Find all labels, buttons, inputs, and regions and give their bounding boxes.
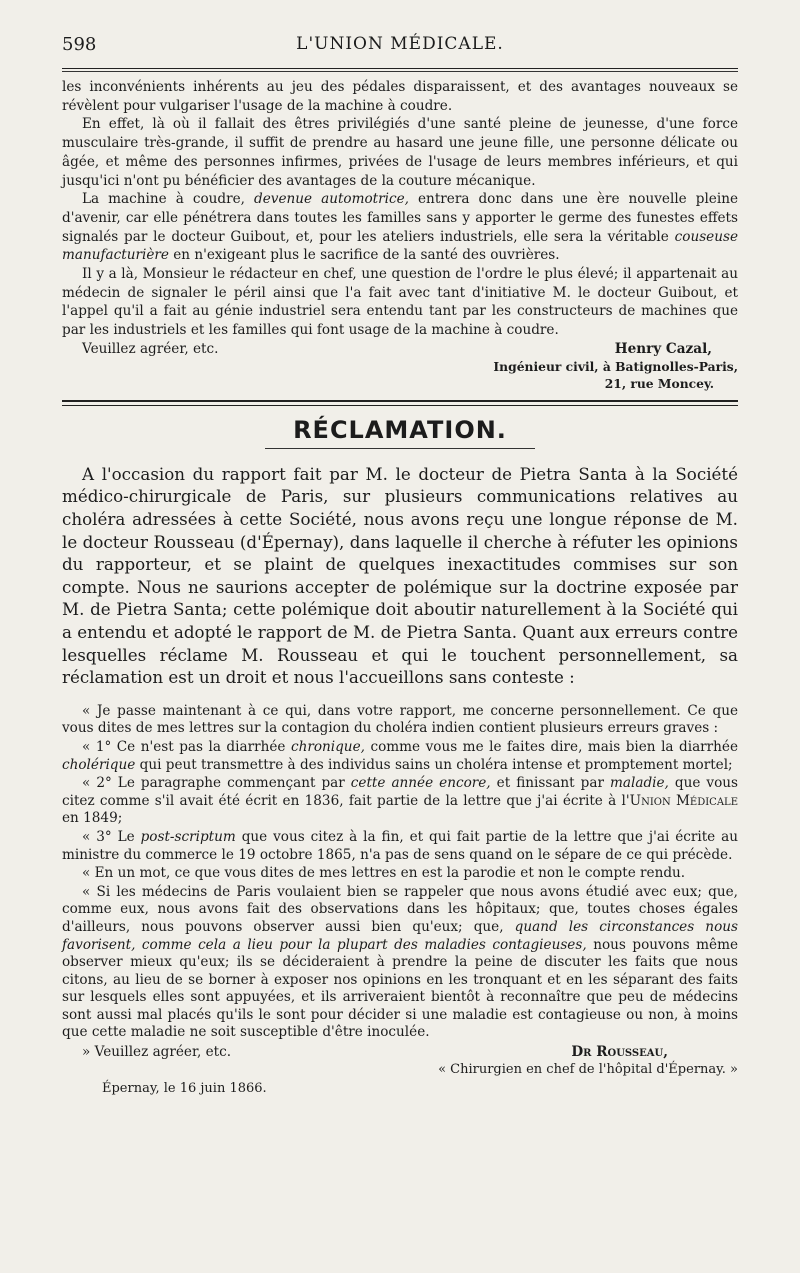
letter-paragraph — [62, 190, 738, 265]
italic-span: cette année encore, — [350, 775, 491, 792]
text-span: et finissant par — [496, 775, 604, 792]
closing-formula: Veuillez agréer, etc. — [82, 340, 219, 357]
letter-paragraph: Il y a là, Monsieur le rédacteur en chef, une question de l'ordre le plus élevé; il appartenait au médecin de signaler le péril ainsi que l'a fait avec tant d'initiative M. le docteur Guibout, et l'appel qu'il a fait au génie industriel sera entendu tant par les constructeurs de machines que par les industriels et les familles qui font usage de la machine à coudre. — [62, 266, 738, 339]
quote-paragraph — [62, 739, 738, 774]
text-span: « 2° Le paragraphe commençant par — [82, 775, 345, 792]
smallcaps-span: Union Médicale — [629, 792, 738, 809]
italic-span: devenue automotrice, — [254, 191, 409, 208]
text-span: que vous citez comme s'il avait été écrit en 1836, fait partie de la lettre que j'ai écrite à l' — [62, 775, 739, 809]
italic-span: quand les circonstances nous favorisent, comme cela a lieu pour la plupart des maladies contagieuses, — [62, 918, 738, 953]
section-divider — [62, 400, 738, 406]
letter-paragraph: les inconvénients inhérents au jeu des pédales disparaissent, et des avantages nouveaux se révèlent pour vulgariser l'usage de la machine à coudre. — [62, 79, 738, 114]
text-span: en 1849; — [62, 810, 123, 827]
letter-closing — [82, 340, 738, 358]
text-span: qui peut transmettre à des individus sains un choléra intense et promptement mortel; — [139, 756, 733, 773]
intro-paragraph: A l'occasion du rapport fait par M. le docteur de Pietra Santa à la Société médico-chirurgicale de Paris, sur plusieurs communications relatives au choléra adressées à cette Société, nous avons reçu une longue réponse de M. le docteur Rousseau (d'Épernay), dans laquelle il cherche à réfuter les opinions du rapporteur, et se plaint de quelques inexactitudes commises sur son compte. Nous ne saurions accepter de polémique sur la doctrine exposée par M. de Pietra Santa; cette polémique doit aboutir naturellement à la Société qui a entendu et adopté le rapport de M. de Pietra Santa. Quant aux erreurs contre lesquelles réclame M. Rousseau et qui le touchent personnellement, sa réclamation est un droit et nous l'accueillons sans conteste : — [62, 463, 738, 688]
dateline: Épernay, le 16 juin 1866. — [102, 1081, 267, 1097]
signature-title: « Chirurgien en chef de l'hôpital d'Épernay. » — [438, 1062, 738, 1078]
intro-body — [62, 463, 738, 689]
text-span: La machine à coudre, — [82, 191, 245, 208]
text-span: nous pouvons même observer mieux qu'eux; ils se décideraient à prendre la peine de discuter les faits que nous citons, au lieu de se borner à exposer nos opinions en les tronquant et en les séparant des faits sur lesquels elles sont appuyées, et ils arriveraient bientôt à reconnaître que peu de médecins sont aussi mal placés qu'ils le sont pour décider si une maladie est contagieuse ou non, à moins que cette maladie ne soit susceptible d'être inoculée. — [62, 936, 739, 1041]
italic-span: couseuse manufacturière — [62, 228, 738, 264]
header-rule-thin — [62, 71, 738, 72]
header-rule — [62, 68, 738, 69]
italic-span: maladie, — [610, 775, 669, 792]
text-span: entrera donc dans une ère nouvelle pleine d'avenir, car elle pénétrera dans toutes les familles sans y apporter le germe des funestes effets signalés par le docteur Guibout, et, pour les ateliers industriels, elle sera la véritable — [62, 191, 738, 245]
section-title: RÉCLAMATION. — [293, 415, 507, 444]
page-header — [62, 28, 738, 62]
quote-closing — [82, 1043, 738, 1061]
text-span: comme vous me le faites dire, mais bien la diarrhée — [370, 738, 739, 755]
quote-paragraph: « En un mot, ce que vous dites de mes lettres en est la parodie et non le compte rendu. — [82, 865, 686, 882]
letter-paragraph: En effet, là où il fallait des êtres privilégiés d'une santé pleine de jeunesse, d'une force musculaire très-grande, il suffit de prendre au hasard une jeune fille, une personne délicate ou âgée, et même des personnes infirmes, privées de l'usage de leurs membres inférieurs, et qui jusqu'ici n'ont pu bénéficier des avantages de la couture mécanique. — [62, 116, 738, 189]
quote-paragraph: « Je passe maintenant à ce qui, dans votre rapport, me concerne personnellement. Ce que vous dites de mes lettres sur la contagion du choléra indien contient plusieurs erreurs graves : — [62, 702, 738, 737]
text-span: que vous citez à la fin, et qui fait partie de la lettre que j'ai écrite au ministre du commerce le 19 octobre 1865, n'a pas de sens quand on le sépare de ce qui précède. — [62, 828, 738, 863]
letter-body — [62, 78, 738, 340]
page-number: 598 — [62, 34, 97, 55]
signature-title: Ingénieur civil, à Batignolles-Paris, — [493, 358, 738, 374]
text-span: en n'exigeant plus le sacrifice de la santé des ouvrières. — [173, 247, 560, 264]
quoted-letter — [62, 703, 738, 1042]
title-underline — [265, 448, 535, 449]
text-span: « Si les médecins de Paris voulaient bien se rappeler que nous avons étudié avec eux; que, comme eux, nous avons fait des observations dans les hôpitaux; que, toutes choses égales d'ailleurs, nous pouvons observer aussi bien qu'eux; que, — [62, 883, 738, 935]
signature: Dr Rousseau, — [571, 1044, 668, 1061]
italic-span: chronique, — [290, 738, 365, 755]
signature: Henry Cazal, — [614, 340, 712, 357]
italic-span: post-scriptum — [140, 828, 236, 845]
text-span: « 3° Le — [82, 828, 135, 845]
journal-title: L'UNION MÉDICALE. — [296, 34, 504, 54]
signature-address: 21, rue Moncey. — [604, 375, 714, 391]
quote-paragraph — [62, 829, 738, 864]
quote-paragraph — [62, 884, 738, 1042]
italic-span: cholérique — [62, 756, 136, 773]
quote-paragraph — [62, 775, 738, 828]
text-span: « 1° Ce n'est pas la diarrhée — [82, 738, 286, 755]
closing-formula: » Veuillez agréer, etc. — [82, 1044, 232, 1061]
